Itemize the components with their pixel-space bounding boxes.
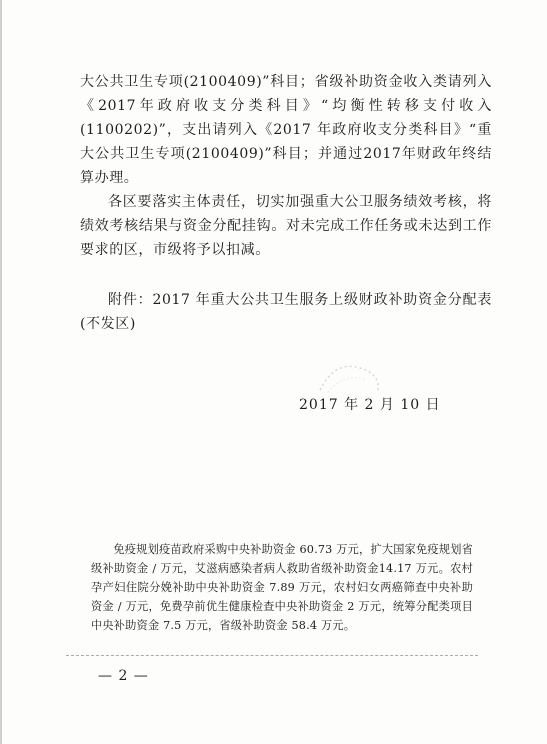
faint-seal-stamp [300, 350, 400, 400]
paragraph-responsibility: 各区要落实主体责任，切实加强重大公卫服务绩效考核，将绩效考核结果与资金分配挂钩。对未完成工作任务或未达到工作要求的区，市级将予以扣减。 [80, 194, 492, 258]
funding-footnote: 免疫规划疫苗政府采购中央补助资金 60.73 万元，扩大国家免疫规划省级补助资金 / 万元，艾滋病感染者病人救助省级补助资金14.17 万元。农村孕产妇住院分娩补助中央补助资金 7.89 万元，农村妇女两癌筛查中央补助资金 / 万元，免费孕前优生健康检查中央补助资金 2 万元，统筹分配类项目中央补助资金 7.5 万元，省级补助资金 58.4 万元。 [91, 543, 473, 632]
attachment-line: 附件：2017 年重大公共卫生服务上级财政补助资金分配表(不发区) [80, 292, 492, 332]
body-text [80, 70, 492, 262]
paragraph-budget-accounts: 大公共卫生专项(2100409)”科目；省级补助资金收入类请列入《2017年政府收支分类科目》“均衡性转移支付收入(1100202)”，支出请列入《2017 年政府收支分类科目》“重大公共卫生专项(2100409)”科目；并通过2017年财政年终结算办理。 [80, 74, 492, 186]
document-date: 2017 年 2 月 10 日 [299, 397, 441, 413]
page-number: — 2 — [98, 668, 149, 684]
page-edge [0, 0, 2, 744]
footer-divider [66, 655, 478, 656]
